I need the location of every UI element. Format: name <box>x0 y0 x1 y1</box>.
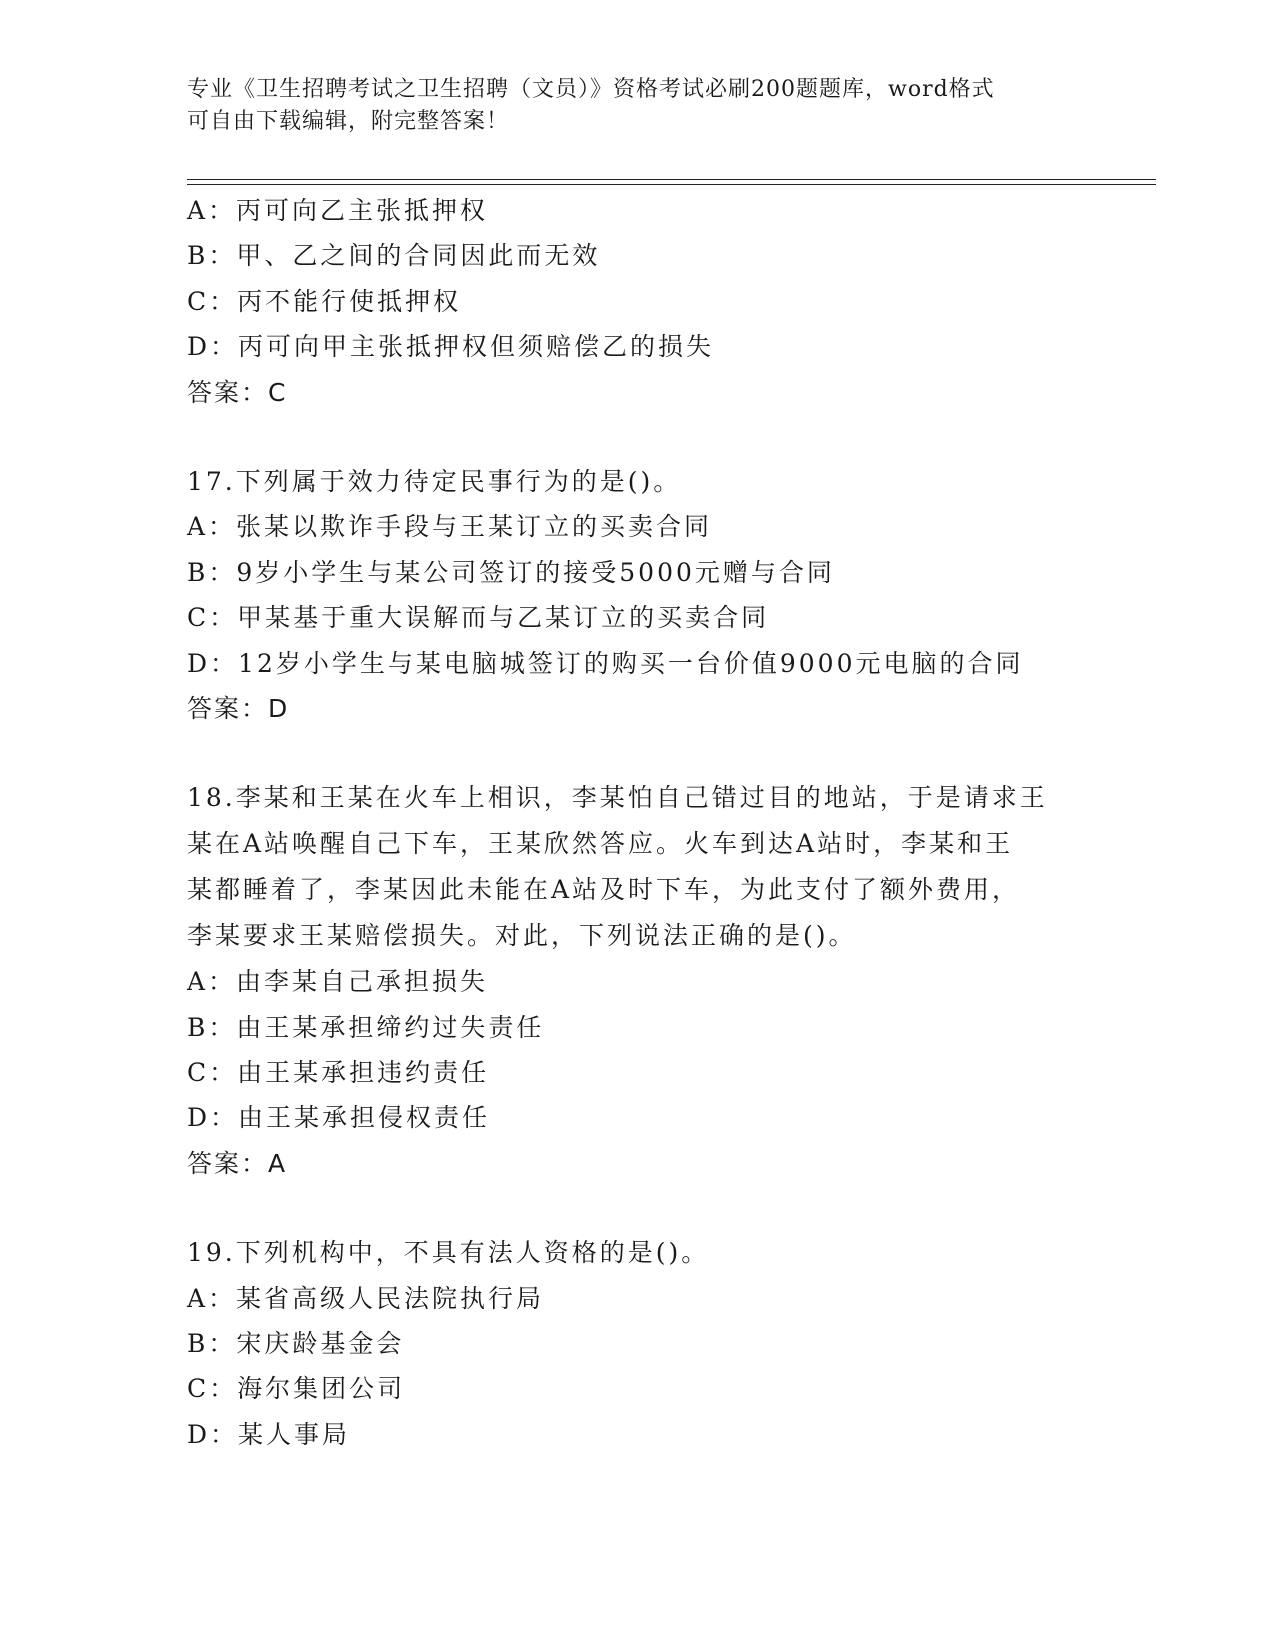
option-a: A：丙可向乙主张抵押权 <box>187 196 489 225</box>
option-a: A：由李某自己承担损失 <box>187 967 489 997</box>
header-divider-top <box>187 179 1156 180</box>
option-c: C：海尔集团公司 <box>187 1374 406 1404</box>
question-stem-line: 某在A站唤醒自己下车，王某欣然答应。火车到达A站时，李某和王 <box>187 829 1014 859</box>
question-17 <box>187 459 1087 731</box>
answer-line: 答案：C <box>187 377 288 407</box>
question-stem: 17.下列属于效力待定民事行为的是()。 <box>187 466 682 496</box>
question-19 <box>187 1230 1087 1457</box>
option-b: B：9岁小学生与某公司签订的接受5000元赠与合同 <box>187 557 835 587</box>
question-stem-line: 某都睡着了，李某因此未能在A站及时下车，为此支付了额外费用， <box>187 875 1021 905</box>
option-c: C：甲某基于重大误解而与乙某订立的买卖合同 <box>187 603 770 633</box>
question-18 <box>187 775 1087 1186</box>
question-stem-line: 李某要求王某赔偿损失。对此，下列说法正确的是()。 <box>187 921 857 951</box>
option-c: C：丙不能行使抵押权 <box>187 286 462 316</box>
option-a: A：某省高级人民法院执行局 <box>187 1283 545 1313</box>
header-divider-bottom <box>187 184 1156 185</box>
option-d: D：丙可向甲主张抵押权但须赔偿乙的损失 <box>187 332 715 362</box>
header-line-1: 专业《卫生招聘考试之卫生招聘（文员）》资格考试必刷200题题库，word格式 <box>187 77 995 102</box>
header-line-2: 可自由下载编辑，附完整答案！ <box>187 109 510 134</box>
option-d: D：12岁小学生与某电脑城签订的购买一台价值9000元电脑的合同 <box>187 648 1024 678</box>
option-d: D：某人事局 <box>187 1419 351 1449</box>
option-b: B：由王某承担缔约过失责任 <box>187 1012 545 1042</box>
answer-line: 答案：A <box>187 1148 288 1178</box>
option-b: B：宋庆龄基金会 <box>187 1329 405 1359</box>
question-stem: 19.下列机构中，不具有法人资格的是()。 <box>187 1238 710 1268</box>
option-c: C：由王某承担违约责任 <box>187 1058 490 1088</box>
answer-line: 答案：D <box>187 693 290 723</box>
question-list <box>187 188 1087 1457</box>
question-stem-line: 18.李某和王某在火车上相识，李某怕自己错过目的地站，于是请求王 <box>187 783 1048 813</box>
option-d: D：由王某承担侵权责任 <box>187 1103 491 1133</box>
document-header <box>187 74 1087 138</box>
question-16 <box>187 188 1087 415</box>
option-b: B：甲、乙之间的合同因此而无效 <box>187 241 601 271</box>
option-a: A：张某以欺诈手段与王某订立的买卖合同 <box>187 512 713 542</box>
